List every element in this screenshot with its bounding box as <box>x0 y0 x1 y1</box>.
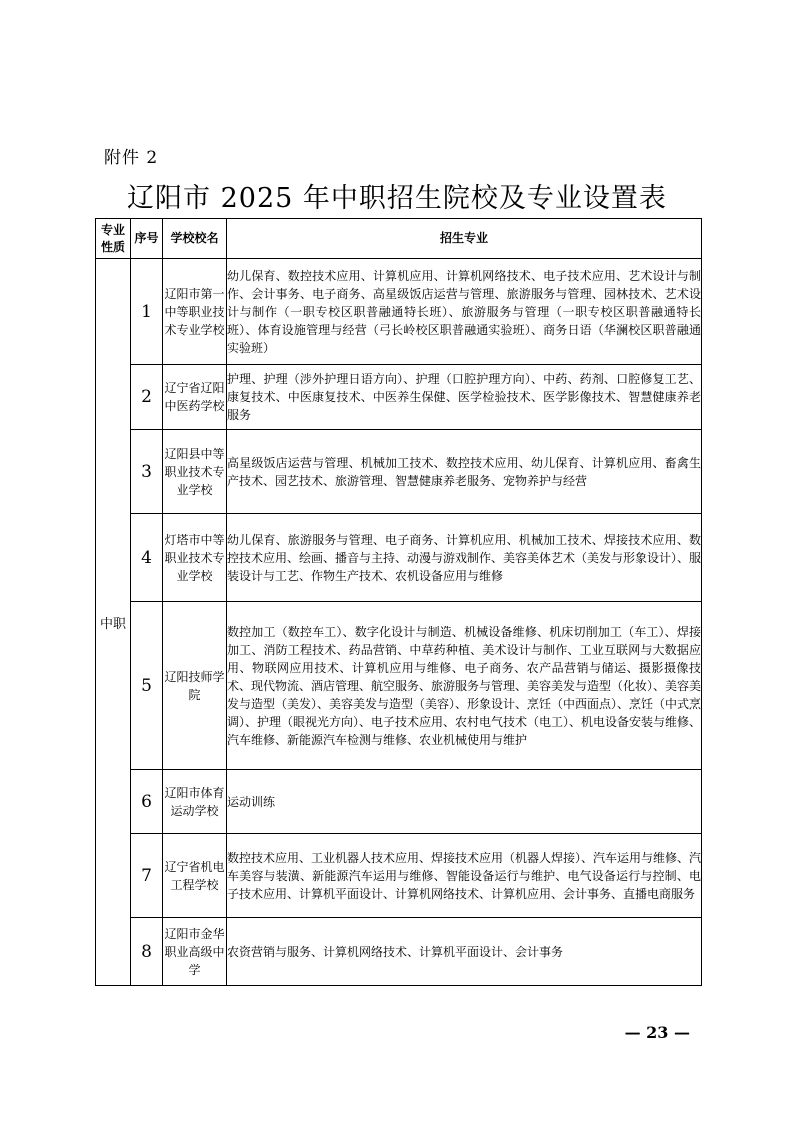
col-header-school: 学校校名 <box>163 219 227 259</box>
table-row <box>96 834 702 918</box>
majors-list: 数控加工（数控车工）、数字化设计与制造、机械设备维修、机床切削加工（车工）、焊接加工、消防工程技术、药品营销、中草药种植、美术设计与制作、工业互联网与大数据应用、物联网应用技术、计算机应用与维修、电子商务、农产品营销与储运、摄影摄像技术、现代物流、酒店管理、航空服务、旅游服务与管理、美容美发与造型（化妆）、美容美发与造型（美发）、美容美发与造型（美容）、形象设计、烹饪（中西面点）、烹饪（中式烹调）、护理（眼视光方向）、电子技术应用、农村电气技术（电工）、机电设备安装与维修、汽车维修、新能源汽车检测与维修、农业机械使用与维护 <box>227 602 702 770</box>
school-name: 辽阳市体育运动学校 <box>163 770 227 834</box>
school-name: 辽宁省辽阳中医药学校 <box>163 365 227 430</box>
majors-list: 幼儿保育、旅游服务与管理、电子商务、计算机应用、机械加工技术、焊接技术应用、数控技术应用、绘画、播音与主持、动漫与游戏制作、美容美体艺术（美发与形象设计）、服装设计与工艺、作物生产技术、农机设备应用与维修 <box>227 514 702 602</box>
row-number: 2 <box>131 365 163 430</box>
col-header-nature: 专业性质 <box>96 219 131 259</box>
row-number: 7 <box>131 834 163 918</box>
table-row <box>96 918 702 986</box>
majors-list: 数控技术应用、工业机器人技术应用、焊接技术应用（机器人焊接）、汽车运用与维修、汽车美容与装潢、新能源汽车运用与维修、智能设备运行与维护、电气设备运行与控制、电子技术应用、计算机平面设计、计算机网络技术、计算机应用、会计事务、直播电商服务 <box>227 834 702 918</box>
row-number: 3 <box>131 430 163 514</box>
majors-list: 护理、护理（涉外护理日语方向）、护理（口腔护理方向）、中药、药剂、口腔修复工艺、康复技术、中医康复技术、中医养生保健、医学检验技术、医学影像技术、智慧健康养老服务 <box>227 365 702 430</box>
row-number: 5 <box>131 602 163 770</box>
enrollment-table <box>95 218 702 986</box>
school-name: 辽阳市第一中等职业技术专业学校 <box>163 259 227 365</box>
row-number: 6 <box>131 770 163 834</box>
page-title: 辽阳市 2025 年中职招生院校及专业设置表 <box>127 183 667 214</box>
school-name: 辽阳县中等职业技术专业学校 <box>163 430 227 514</box>
row-number: 4 <box>131 514 163 602</box>
nature-cell: 中职 <box>96 259 131 986</box>
school-name: 辽阳市金华职业高级中学 <box>163 918 227 986</box>
col-header-no: 序号 <box>131 219 163 259</box>
table-row <box>96 514 702 602</box>
table-row <box>96 259 702 365</box>
col-header-majors: 招生专业 <box>227 219 702 259</box>
school-name: 灯塔市中等职业技术专业学校 <box>163 514 227 602</box>
attachment-label: 附件 2 <box>104 148 159 168</box>
table-row <box>96 602 702 770</box>
table-row <box>96 770 702 834</box>
page-number: — 23 — <box>624 1023 690 1042</box>
row-number: 8 <box>131 918 163 986</box>
table-header-row <box>96 219 702 259</box>
majors-list: 幼儿保育、数控技术应用、计算机应用、计算机网络技术、电子技术应用、艺术设计与制作、会计事务、电子商务、高星级饭店运营与管理、旅游服务与管理、园林技术、艺术设计与制作（一职专校区职普融通特长班）、旅游服务与管理（一职专校区职普融通特长班）、体育设施管理与经营（弓长岭校区职普融通实验班）、商务日语（华澜校区职普融通实验班） <box>227 259 702 365</box>
majors-list: 高星级饭店运营与管理、机械加工技术、数控技术应用、幼儿保育、计算机应用、畜禽生产技术、园艺技术、旅游管理、智慧健康养老服务、宠物养护与经营 <box>227 430 702 514</box>
school-name: 辽宁省机电工程学校 <box>163 834 227 918</box>
table-row <box>96 430 702 514</box>
school-name: 辽阳技师学院 <box>163 602 227 770</box>
table-row <box>96 365 702 430</box>
majors-list: 运动训练 <box>227 770 702 834</box>
majors-list: 农资营销与服务、计算机网络技术、计算机平面设计、会计事务 <box>227 918 702 986</box>
row-number: 1 <box>131 259 163 365</box>
